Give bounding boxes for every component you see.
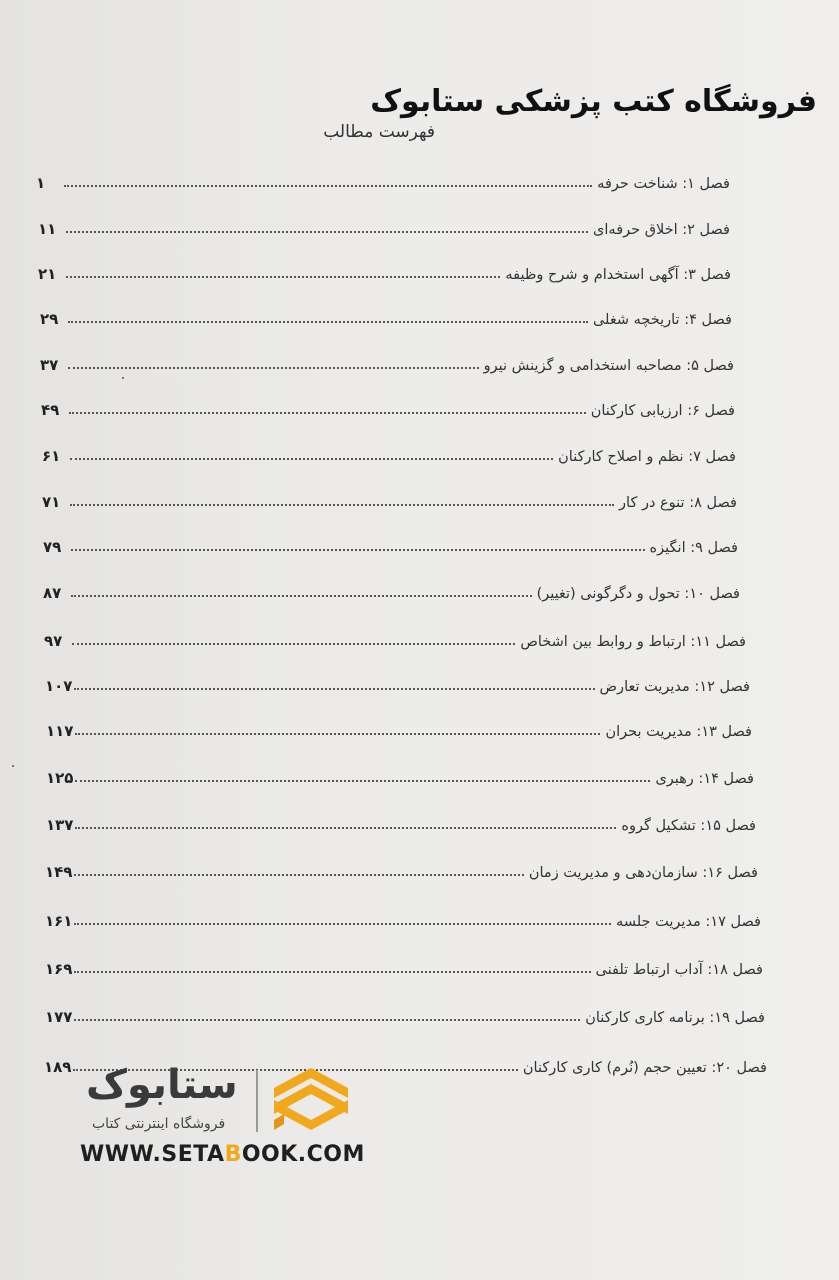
leader-dots xyxy=(64,185,592,187)
toc-entry xyxy=(42,487,737,511)
toc-entry-title: فصل ۱۸: آداب ارتباط تلفنی xyxy=(595,962,763,978)
toc-entry xyxy=(46,716,752,740)
toc-page-number: ۱ xyxy=(36,174,46,192)
page-speck xyxy=(122,377,124,379)
toc-entry xyxy=(38,259,731,283)
toc-page-number: ۲۹ xyxy=(40,310,59,328)
toc-entry-title: فصل ۱۱: ارتباط و روابط بین اشخاص xyxy=(520,634,746,650)
toc-entry-title: فصل ۱۷: مدیریت جلسه xyxy=(616,914,761,930)
toc-page-number: ۲۱ xyxy=(38,265,57,283)
logo-wordmark: ستابوک xyxy=(86,1062,238,1108)
toc-entry xyxy=(40,350,734,374)
toc-page-number: ۷۹ xyxy=(43,538,62,556)
leader-dots xyxy=(74,971,590,973)
leader-dots xyxy=(72,643,515,645)
toc-page-number: ۶۱ xyxy=(42,447,61,465)
toc-entry xyxy=(40,304,732,328)
toc-entry xyxy=(44,626,746,650)
setabook-watermark xyxy=(80,1060,365,1170)
toc-entry-title: فصل ۱۹: برنامه کاری کارکنان xyxy=(585,1010,765,1026)
toc-entry-title: فصل ۱۳: مدیریت بحران xyxy=(605,724,752,740)
url-part-2: OOK.COM xyxy=(241,1142,365,1167)
toc-entry xyxy=(38,214,730,238)
toc-entry xyxy=(45,857,758,881)
toc-heading: فهرست مطالب xyxy=(323,122,435,142)
leader-dots xyxy=(70,504,614,506)
toc-entry-title: فصل ۱۵: تشکیل گروه xyxy=(621,818,756,834)
store-title: فروشگاه کتب پزشکی ستابوک xyxy=(370,84,817,119)
leader-dots xyxy=(74,688,594,690)
toc-page-number: ۱۳۷ xyxy=(46,816,74,834)
toc-page-number: ۱۴۹ xyxy=(45,863,73,881)
page-speck xyxy=(12,765,14,767)
leader-dots xyxy=(68,367,479,369)
toc-entry-title: فصل ۵: مصاحبه استخدامی و گزینش نیرو xyxy=(483,358,734,374)
toc-entry xyxy=(36,168,730,192)
toc-page-number: ۱۸۹ xyxy=(44,1058,72,1076)
leader-dots xyxy=(68,321,588,323)
leader-dots xyxy=(74,923,611,925)
toc-page-number: ۱۷۷ xyxy=(45,1008,73,1026)
toc-entry-title: فصل ۴: تاریخچه شغلی xyxy=(592,312,732,328)
leader-dots xyxy=(71,549,645,551)
toc-entry-title: فصل ۱: شناخت حرفه xyxy=(597,176,730,192)
leader-dots xyxy=(69,412,586,414)
toc-page-number: ۷۱ xyxy=(42,493,61,511)
toc-entry-title: فصل ۱۴: رهبری xyxy=(655,771,754,787)
leader-dots xyxy=(70,458,553,460)
leader-dots xyxy=(75,733,600,735)
leader-dots xyxy=(75,780,650,782)
toc-entry xyxy=(41,395,735,419)
toc-entry xyxy=(42,441,736,465)
toc-page-number: ۱۱ xyxy=(38,220,57,238)
toc-entry-title: فصل ۶: ارزیابی کارکنان xyxy=(590,403,735,419)
leader-dots xyxy=(66,231,588,233)
logo-divider xyxy=(256,1070,258,1132)
toc-entry-title: فصل ۱۰: تحول و دگرگونی (تغییر) xyxy=(536,586,740,602)
toc-entry-title: فصل ۳: آگهی استخدام و شرح وظیفه xyxy=(505,267,731,283)
toc-entry-title: فصل ۷: نظم و اصلاح کارکنان xyxy=(558,449,736,465)
toc-page-number: ۱۶۱ xyxy=(45,912,73,930)
toc-page-number: ۴۹ xyxy=(41,401,60,419)
toc-entry xyxy=(46,763,754,787)
toc-entry xyxy=(45,1002,765,1026)
url-accent-letter: B xyxy=(224,1142,242,1167)
toc-page-number: ۱۱۷ xyxy=(46,722,74,740)
toc-entry-title: فصل ۲۰: تعیین حجم (نُرم) کاری کارکنان xyxy=(522,1060,767,1076)
toc-entry-title: فصل ۱۶: سازمان‌دهی و مدیریت زمان xyxy=(528,865,758,881)
toc-entry-title: فصل ۸: تنوع در کار xyxy=(619,495,737,511)
toc-entry-title: فصل ۲: اخلاق حرفه‌ای xyxy=(593,222,730,238)
toc-page-number: ۱۲۵ xyxy=(46,769,74,787)
toc-entry xyxy=(43,532,738,556)
leader-dots xyxy=(75,827,616,829)
leader-dots xyxy=(74,1019,580,1021)
toc-entry xyxy=(45,671,750,695)
website-url xyxy=(80,1142,365,1167)
toc-entry xyxy=(43,578,740,602)
leader-dots xyxy=(66,276,500,278)
toc-entry-title: فصل ۱۲: مدیریت تعارض xyxy=(599,679,750,695)
toc-entry xyxy=(46,810,756,834)
toc-page-number: ۱۰۷ xyxy=(45,677,73,695)
toc-page-number: ۱۶۹ xyxy=(45,960,73,978)
book-stack-icon xyxy=(270,1062,352,1138)
logo-subtitle: فروشگاه اینترنتی کتاب xyxy=(92,1116,226,1132)
toc-entry-title: فصل ۹: انگیزه xyxy=(649,540,738,556)
leader-dots xyxy=(74,874,523,876)
leader-dots xyxy=(71,595,532,597)
toc-page-number: ۳۷ xyxy=(40,356,59,374)
toc-page-number: ۹۷ xyxy=(44,632,63,650)
toc-entry xyxy=(45,954,763,978)
toc-page-number: ۸۷ xyxy=(43,584,62,602)
url-part-1: WWW.SETA xyxy=(80,1142,225,1167)
toc-entry xyxy=(45,906,761,930)
